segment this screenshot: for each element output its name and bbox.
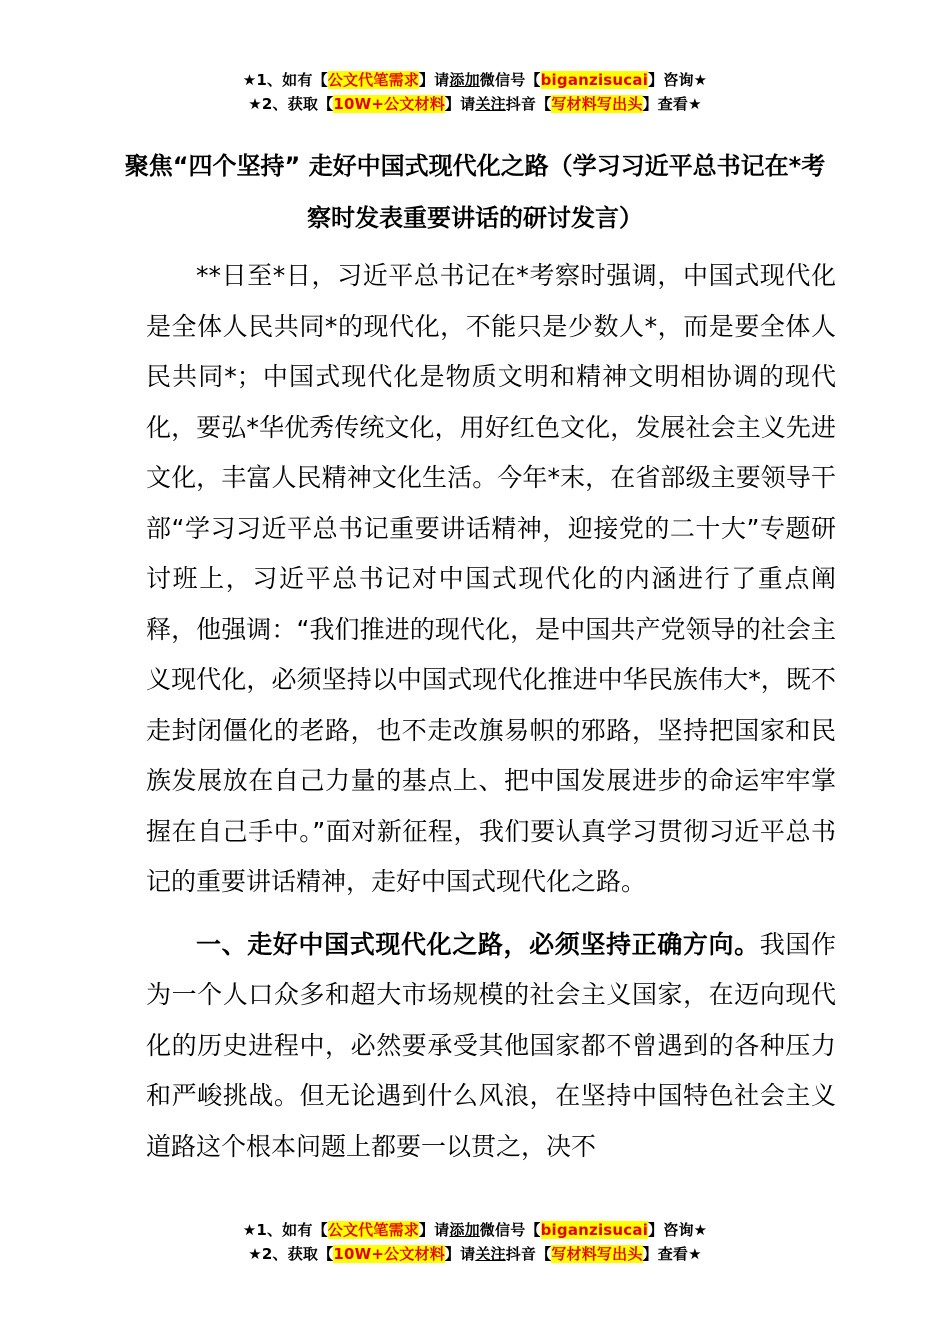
banner-line-2: ★2、获取【10W+公文材料】请关注抖音【写材料写出头】查看★ — [248, 1245, 702, 1263]
highlight-douyin-id: 写材料写出头 — [551, 95, 643, 113]
banner-line-2: ★2、获取【10W+公文材料】请关注抖音【写材料写出头】查看★ — [248, 95, 702, 113]
highlight-materials: 10W+公文材料 — [333, 95, 445, 113]
highlight-wechat-id: biganzisucai — [540, 71, 649, 89]
highlight-service: 公文代笔需求 — [327, 1221, 419, 1239]
paragraph-intro: **日至*日，习近平总书记在*考察时强调，中国式现代化是全体人民共同*的现代化，不能只是少数人*，而是要全体人民共同*；中国式现代化是物质文明和精神文明相协调的现代化，要弘*华优秀传统文化，用好红色文化，发展社会主义先进文化，丰富人民精神文化生活。今年*末，在省部级主要领导干部“学习习近平总书记重要讲话精神，迎接党的二十大”专题研讨班上，习近平总书记对中国式现代化的内涵进行了重点阐释，他强调：“我们推进的现代化，是中国共产党领导的社会主义现代化，必须坚持以中国式现代化推进中华民族伟大*，既不走封闭僵化的老路，也不走改旗易帜的邪路，坚持把国家和民族发展放在自己力量的基点上、把中国发展进步的命运牢牢掌握在自己手中。”面对新征程，我们要认真学习贯彻习近平总书记的重要讲话精神，走好中国式现代化之路。 — [146, 261, 836, 896]
footer-banner — [0, 1218, 950, 1266]
banner-line-1: ★1、如有【公文代笔需求】请添加微信号【biganzisucai】咨询★ — [242, 1221, 708, 1239]
highlight-wechat-id: biganzisucai — [540, 1221, 649, 1239]
highlight-materials: 10W+公文材料 — [333, 1245, 445, 1263]
document-body — [146, 251, 836, 1172]
document-title: 聚焦“四个坚持” 走好中国式现代化之路（学习习近平总书记在*考察时发表重要讲话的研讨发言） — [124, 152, 826, 232]
highlight-douyin-id: 写材料写出头 — [551, 1245, 643, 1263]
section-text: 我国作为一个人口众多和超大市场规模的社会主义国家，在迈向现代化的历史进程中，必然要承受其他国家都不曾遇到的各种压力和严峻挑战。但无论遇到什么风浪，在坚持中国特色社会主义道路这个根本问题上都要一以贯之，决不 — [146, 929, 836, 1161]
header-banner — [0, 68, 950, 116]
highlight-service: 公文代笔需求 — [327, 71, 419, 89]
paragraph-section-1 — [146, 920, 836, 1173]
section-heading: 一、走好中国式现代化之路，必须坚持正确方向。 — [196, 929, 760, 959]
banner-line-1: ★1、如有【公文代笔需求】请添加微信号【biganzisucai】咨询★ — [242, 71, 708, 89]
